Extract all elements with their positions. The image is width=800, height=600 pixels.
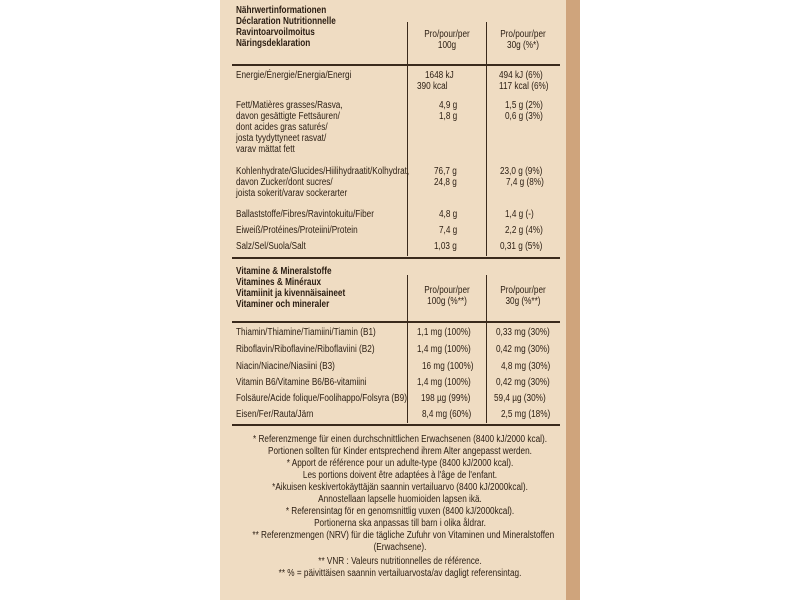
energy-30g-kj: 494 kJ (6%): [499, 70, 543, 81]
vitamin-b1-30g: 0,33 mg (30%): [496, 327, 550, 338]
vitamin-b6-label: Vitamin B6/Vitamine B6/B6-vitamiini: [236, 377, 367, 388]
vitamins-title-fr: Vitamines & Minéraux: [236, 277, 322, 288]
fat-label-4: josta tyydyttyneet rasvat/: [236, 133, 327, 144]
vitamins-title-fi: Vitamiinit ja kivennäisaineet: [236, 288, 346, 299]
vitamins-title-sv: Vitaminer och mineraler: [236, 299, 330, 310]
folic-acid-label: Folsäure/Acide folique/Foolihappo/Folsyra (B9): [236, 393, 407, 404]
fat-label-3: dont acides gras saturés/: [236, 122, 328, 133]
folic-acid-100g: 198 µg (99%): [421, 393, 471, 404]
col-100g-header-line1: Pro/pour/per: [424, 29, 470, 40]
table-divider-2: [486, 22, 487, 256]
salt-label: Salz/Sel/Suola/Salt: [236, 241, 306, 252]
title-sv: Näringsdeklaration: [236, 38, 311, 49]
iron-30g: 2,5 mg (18%): [501, 409, 551, 420]
vitamin-b2-label: Riboflavin/Riboflavine/Riboflaviini (B2): [236, 344, 375, 355]
protein-30g: 2,2 g (4%): [505, 225, 543, 236]
iron-100g: 8,4 mg (60%): [422, 409, 472, 420]
fat-100g: 4,9 g: [439, 100, 458, 111]
title-fi: Ravintoarvoilmoitus: [236, 27, 315, 38]
package-edge: [566, 0, 580, 600]
footnote-line: * Referenzmenge für einen durchschnittlichen Erwachsenen (8400 kJ/2000 kcal).: [252, 434, 547, 445]
vit-col-30g-header-line1: Pro/pour/per: [500, 285, 546, 296]
energy-100g-kj: 1648 kJ: [425, 70, 454, 81]
section-rule: [232, 257, 560, 259]
fat-label-2: davon gesättigte Fettsäuren/: [236, 111, 340, 122]
salt-30g: 0,31 g (5%): [500, 241, 543, 252]
fibre-30g: 1,4 g (-): [505, 209, 534, 220]
sat-fat-100g: 1,8 g: [439, 111, 458, 122]
protein-100g: 7,4 g: [439, 225, 458, 236]
energy-100g-kcal: 390 kcal: [417, 81, 448, 92]
carb-label-1: Kohlenhydrate/Glucides/Hiilihydraatit/Kolhydrat,: [236, 166, 410, 177]
vitamin-end-rule: [232, 424, 560, 426]
col-30g-header-line2: 30g (%*): [507, 40, 539, 51]
vitamin-b3-100g: 16 mg (100%): [422, 361, 474, 372]
footnote-line: * Referensintag för en genomsnittlig vuxen (8400 kJ/2000kcal).: [285, 506, 515, 517]
col-100g-header-line2: 100g: [437, 40, 457, 51]
footnote-line: Portionerna ska anpassas till barn i olika åldrar.: [314, 518, 486, 529]
footnote-line: ** Referenzmengen (NRV) für die tägliche Zufuhr von Vitaminen und Mineralstoffen: [252, 530, 555, 541]
footnote-line: ** VNR : Valeurs nutritionnelles de référence.: [318, 556, 482, 567]
vitamins-title-de: Vitamine & Mineralstoffe: [236, 266, 332, 277]
title-de: Nährwertinformationen: [236, 5, 327, 16]
vitamin-b2-100g: 1,4 mg (100%): [417, 344, 471, 355]
nutrition-label: [220, 0, 580, 600]
vitamin-b3-label: Niacin/Niacine/Niasiini (B3): [236, 361, 335, 372]
iron-label: Eisen/Fer/Rauta/Järn: [236, 409, 314, 420]
fat-label-1: Fett/Matières grasses/Rasva,: [236, 100, 343, 111]
vitamin-b1-100g: 1,1 mg (100%): [417, 327, 471, 338]
fibre-100g: 4,8 g: [439, 209, 458, 220]
fat-30g: 1,5 g (2%): [505, 100, 543, 111]
vitamin-header-rule: [232, 321, 560, 323]
vitamin-b6-30g: 0,42 mg (30%): [496, 377, 550, 388]
footnote-line: Annostellaan lapselle huomioiden lapsen ikä.: [318, 494, 482, 505]
vit-col-30g-header-line2: 30g (%**): [505, 296, 541, 307]
energy-30g-kcal: 117 kcal (6%): [499, 81, 549, 92]
footnote-line: ** % = päivittäisen saannin vertailuarvosta/av dagligt referensintag.: [278, 568, 522, 579]
footnote-line: (Erwachsene).: [373, 542, 427, 553]
vitamin-b2-30g: 0,42 mg (30%): [496, 344, 550, 355]
footnote-line: Les portions doivent être adaptées à l'âge de l'enfant.: [302, 470, 498, 481]
salt-100g: 1,03 g: [434, 241, 457, 252]
vitamin-b6-100g: 1,4 mg (100%): [417, 377, 471, 388]
protein-label: Eiweiß/Protéines/Proteiini/Protein: [236, 225, 358, 236]
table-divider-3: [407, 275, 408, 423]
energy-label: Energie/Énergie/Energia/Energi: [236, 70, 352, 81]
col-30g-header-line1: Pro/pour/per: [500, 29, 546, 40]
carb-30g: 23,0 g (9%): [500, 166, 543, 177]
footnote-line: * Apport de référence pour un adulte-type (8400 kJ/2000 kcal).: [286, 458, 514, 469]
sugar-30g: 7,4 g (8%): [506, 177, 544, 188]
table-divider-1: [407, 22, 408, 256]
carb-label-2: davon Zucker/dont sucres/: [236, 177, 333, 188]
header-rule: [232, 64, 560, 66]
vit-col-100g-header-line1: Pro/pour/per: [424, 285, 470, 296]
footnote-line: Portionen sollten für Kinder entsprechend ihrem Alter angepasst werden.: [268, 446, 532, 457]
sugar-100g: 24,8 g: [434, 177, 457, 188]
title-fr: Déclaration Nutritionnelle: [236, 16, 336, 27]
footnote-line: *Aikuisen keskivertokäyttäjän saannin vertailuarvo (8400 kJ/2000kcal).: [272, 482, 528, 493]
carb-100g: 76,7 g: [434, 166, 457, 177]
fibre-label: Ballaststoffe/Fibres/Ravintokuitu/Fiber: [236, 209, 374, 220]
vit-col-100g-header-line2: 100g (%**): [427, 296, 467, 307]
carb-label-3: joista sokerit/varav sockerarter: [236, 188, 348, 199]
folic-acid-30g: 59,4 µg (30%): [494, 393, 546, 404]
table-divider-4: [486, 275, 487, 423]
fat-label-5: varav mättat fett: [236, 144, 295, 155]
vitamin-b3-30g: 4,8 mg (30%): [501, 361, 551, 372]
sat-fat-30g: 0,6 g (3%): [505, 111, 543, 122]
vitamin-b1-label: Thiamin/Thiamine/Tiamiini/Tiamin (B1): [236, 327, 376, 338]
